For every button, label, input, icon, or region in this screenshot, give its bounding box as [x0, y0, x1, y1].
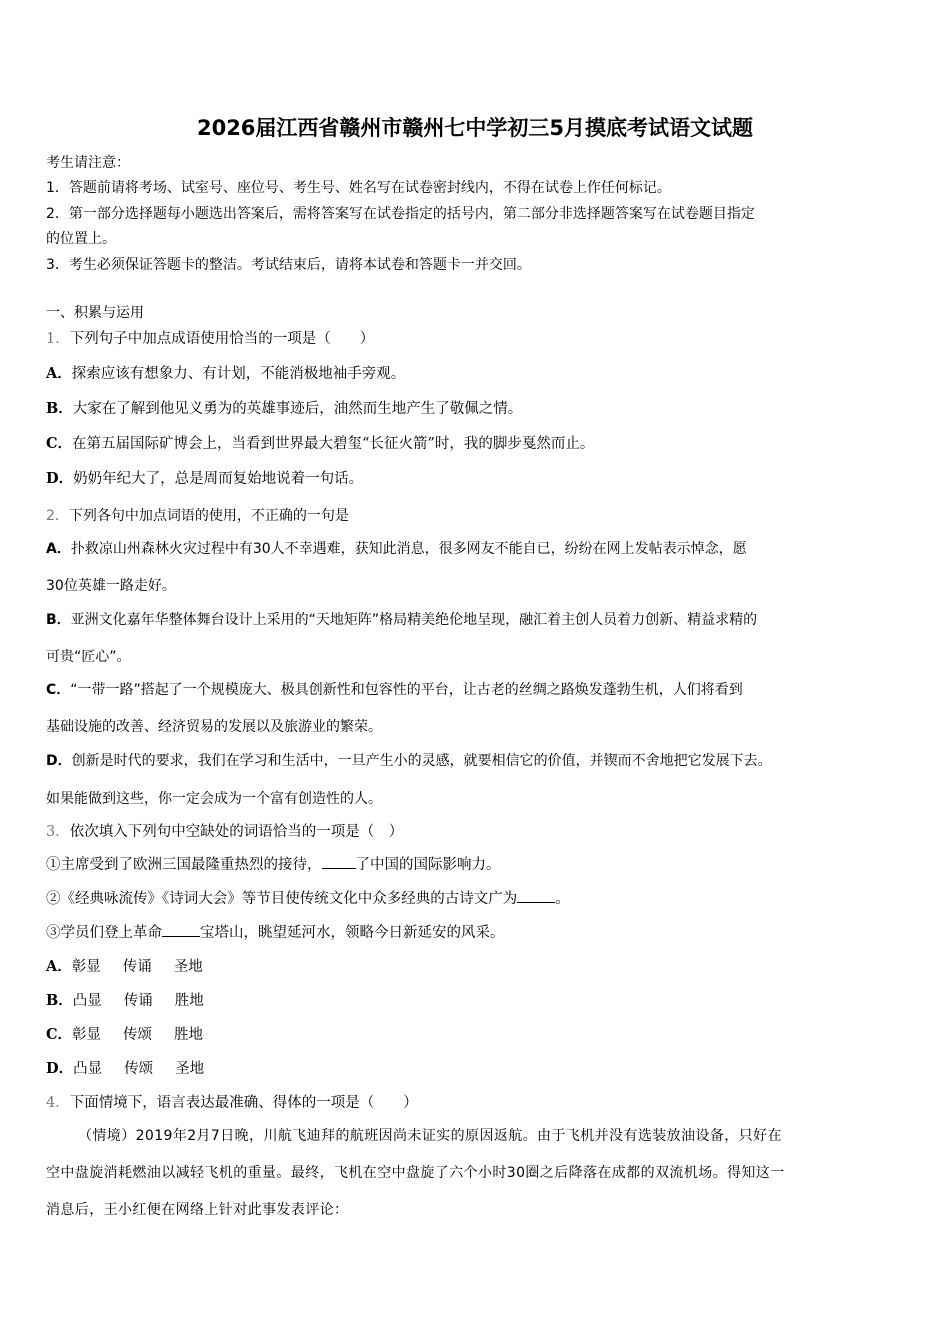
sentence-text: ③学员们登上革命 — [46, 925, 162, 941]
q2-option-a — [46, 538, 747, 558]
q2-option-b-cont: 可贵“匠心”。 — [46, 649, 131, 665]
question-number: 3． — [46, 824, 70, 840]
q1-option-d — [46, 467, 363, 488]
option-text: 探索应该有想象力、有计划，不能消极地袖手旁观。 — [71, 366, 406, 382]
option-label: B． — [46, 612, 71, 628]
question-2-stem — [46, 505, 349, 525]
option-text: 扑救凉山州森林火灾过程中有30人不幸遇难，获知此消息，很多网友不能自已，纷纷在网上发帖表示悼念，愿 — [70, 541, 747, 557]
option-word: 彰显 — [72, 1027, 102, 1043]
option-word: 凸显 — [73, 1061, 103, 1077]
question-text: 下面情境下，语言表达最准确、得体的一项是（ ） — [69, 1095, 418, 1111]
q4-context-line-1: （情境）2019年2月7日晚，川航飞迪拜的航班因尚未证实的原因返航。由于飞机并没有选装放油设备，只好在 — [78, 1128, 782, 1144]
option-label: D． — [46, 470, 74, 487]
page-title: 2026届江西省赣州市赣州七中学初三5月摸底考试语文试题 — [196, 116, 754, 140]
fill-blank — [162, 922, 200, 937]
option-word: 传诵 — [122, 959, 152, 975]
option-label: A． — [46, 541, 71, 557]
option-label: C． — [46, 1026, 73, 1043]
option-label: D． — [46, 753, 72, 769]
q1-option-a — [46, 362, 405, 383]
option-label: D． — [46, 1060, 74, 1077]
option-label: B． — [46, 400, 73, 417]
q4-context-line-3: 消息后，王小红便在网络上针对此事发表评论： — [46, 1202, 349, 1218]
fill-blank — [322, 854, 356, 869]
q2-option-a-cont: 30位英雄一路走好。 — [46, 578, 176, 594]
option-label: B． — [46, 992, 73, 1009]
option-text: 创新是时代的要求，我们在学习和生活中，一旦产生小的灵感，就要相信它的价值，并锲而不舍地把它发展下去。 — [71, 753, 772, 769]
option-word: 圣地 — [175, 1061, 205, 1077]
option-word: 圣地 — [173, 959, 203, 975]
q3-option-d — [46, 1057, 204, 1078]
option-word: 传诵 — [123, 993, 153, 1009]
q3-option-c — [46, 1023, 203, 1044]
option-label: C． — [46, 435, 73, 452]
question-number: 2． — [46, 508, 69, 524]
sentence-text: ②《经典咏流传》《诗词大会》等节目使传统文化中众多经典的古诗文广为 — [46, 891, 518, 907]
question-4-stem — [46, 1091, 418, 1112]
option-label: C． — [46, 682, 71, 698]
notice-item-2: 2．第一部分选择题每小题选出答案后，需将答案写在试卷指定的括号内，第二部分非选择题答案写在试卷题目指定 — [46, 206, 755, 222]
question-3-stem — [46, 820, 403, 841]
section-heading: 一、积累与运用 — [46, 305, 144, 321]
q2-option-d-cont: 如果能做到这些，你一定会成为一个富有创造性的人。 — [46, 791, 382, 807]
q3-sentence-1 — [46, 853, 501, 874]
question-number: 4． — [46, 1095, 70, 1111]
sentence-text: ①主席受到了欧洲三国最隆重热烈的接待， — [46, 857, 322, 873]
q1-option-b — [46, 397, 522, 418]
option-word: 传颂 — [123, 1027, 153, 1043]
option-word: 传颂 — [124, 1061, 154, 1077]
notice-item-1: 1．答题前请将考场、试室号、座位号、考生号、姓名写在试卷密封线内，不得在试卷上作任何标记。 — [46, 180, 671, 196]
q3-sentence-3 — [46, 921, 505, 942]
notice-heading: 考生请注意： — [46, 155, 130, 171]
option-label: A． — [46, 958, 72, 975]
option-text: 在第五届国际矿博会上，当看到世界最大碧玺“长征火箭”时，我的脚步戛然而止。 — [72, 436, 595, 452]
option-label: A． — [46, 365, 72, 382]
q2-option-d — [46, 750, 772, 770]
option-text: 亚洲文化嘉年华整体舞台设计上采用的“天地矩阵”格局精美绝伦地呈现，融汇着主创人员着力创新、精益求精的 — [70, 612, 758, 628]
q2-option-c-cont: 基础设施的改善、经济贸易的发展以及旅游业的繁荣。 — [46, 719, 382, 735]
option-word: 凸显 — [72, 993, 102, 1009]
q4-context-line-2: 空中盘旋消耗燃油以减轻飞机的重量。最终，飞机在空中盘旋了六个小时30圈之后降落在成都的双流机场。得知这一 — [46, 1165, 785, 1181]
question-1-stem — [46, 327, 374, 348]
option-text: 奶奶年纪大了，总是周而复始地说着一句话。 — [73, 471, 364, 487]
notice-item-2-cont: 的位置上。 — [46, 231, 116, 247]
sentence-text: 了中国的国际影响力。 — [355, 857, 501, 873]
q3-option-b — [46, 989, 204, 1010]
sentence-text: 宝塔山，眺望延河水，领略今日新延安的风采。 — [200, 925, 505, 941]
notice-item-3: 3．考生必须保证答题卡的整洁。考试结束后，请将本试卷和答题卡一并交回。 — [46, 257, 531, 273]
option-word: 彰显 — [71, 959, 101, 975]
option-text: “一带一路”搭起了一个规模庞大、极具创新性和包容性的平台，让古老的丝绸之路焕发蓬勃生机，人们将看到 — [70, 682, 743, 698]
option-text: 大家在了解到他见义勇为的英雄事迹后，油然而生地产生了敬佩之情。 — [72, 401, 523, 417]
q2-option-c — [46, 679, 743, 699]
fill-blank — [517, 888, 555, 903]
question-text: 依次填入下列句中空缺处的词语恰当的一项是（ ） — [69, 824, 404, 840]
question-text: 下列各句中加点词语的使用，不正确的一句是 — [68, 508, 349, 524]
q3-option-a — [46, 955, 203, 976]
sentence-text: 。 — [555, 891, 570, 907]
question-number: 1． — [46, 331, 70, 347]
q3-sentence-2 — [46, 887, 570, 908]
question-text: 下列句子中加点成语使用恰当的一项是（ ） — [69, 331, 375, 347]
q1-option-c — [46, 432, 594, 453]
q2-option-b — [46, 609, 757, 629]
option-word: 胜地 — [174, 1027, 204, 1043]
option-word: 胜地 — [174, 993, 204, 1009]
